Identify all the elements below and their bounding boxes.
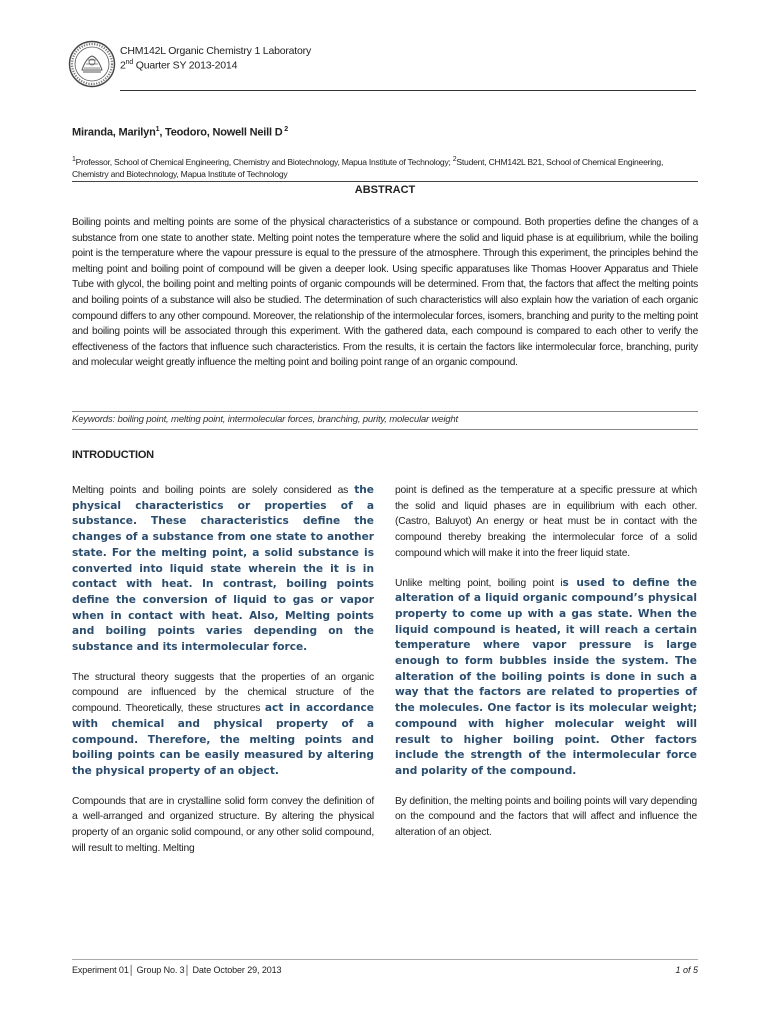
university-seal-logo	[68, 40, 116, 88]
keywords-divider-bottom	[72, 429, 698, 430]
introduction-left-column	[72, 483, 374, 870]
authors: Miranda, Marilyn$^1$, Teodoro, Nowell Neill D $^2$	[72, 126, 288, 139]
footer-divider	[72, 959, 698, 960]
introduction-heading: INTRODUCTION	[72, 449, 154, 461]
abstract-body: Boiling points and melting points are some of the physical characteristics of a substance or compound. Both properties define the changes of a substance from one state to another state. Melting point notes the temperature where the solid and liquid phase is at equilibrium, while the boiling point is the temperature where the vapour pressure is equal to the pressure of the atmosphere. Through this experiment, the principles behind the melting point and boiling point of compound will be given a deeper look. Using specific apparatuses like Thomas Hoover Apparatus and Thiele Tube with glycol, the boiling point and melting points of organic compounds will be determined. From that, the factors that affect the melting points and boiling points of a substance will also be studied. The determination of such characteristics will also explain how the variation of each organic compound differs to any other compound. Moreover, the relationship of the intermolecular forces, isomers, branching and purity to the melting point and boiling points will be associated through this experiment. With the gathered data, each compound is compared to each other to verify the effectiveness of the factors that influence such characteristics. From the results, it is certain the factors like intermolecular force, branching, purity and molecular weight greatly influence the melting point and boiling point range of an organic compound.	[72, 217, 698, 369]
paragraph: Compounds that are in crystalline solid form convey the definition of a well-arranged and organized structure. By altering the physical property of an organic solid compound, or any other solid compound, will result to melting. Melting	[72, 795, 374, 854]
paragraph: point is defined as the temperature at a specific pressure at which the solid and liquid phases are in equilibrium with each other. (Castro, Baluyot) An energy or heat must be in contact with the compound thereby breaking the intermolecular force of a solid compound which will make it into the freer liquid state.	[395, 485, 697, 559]
affiliations: $^1$Professor, School of Chemical Engineering, Chemistry and Biotechnology, Mapua Institute of Technology; $^2$Student, CHM142L B21, School of Chemical Engineering, Chemistry and Biotechnology, Mapua Institute of Technology	[72, 156, 664, 180]
header-divider	[120, 90, 696, 91]
abstract-divider	[72, 181, 698, 182]
page-number: 1 of 5	[675, 965, 698, 975]
course-title: CHM142L Organic Chemistry 1 Laboratory	[120, 45, 312, 57]
quarter-line: 2nd Quarter SY 2013-2014	[120, 59, 238, 72]
paragraph: The structural theory suggests that the properties of an organic compound are influenced by the chemical structure of the compound. Theoretically, these structures act in accordance with chemical and physical property of a compound. Therefore, the melting points and boiling points can be easily measured by altering the physical property of an object.	[72, 671, 374, 777]
introduction-right-column	[395, 483, 697, 855]
keywords-divider-top	[72, 411, 698, 412]
paragraph: Melting points and boiling points are solely considered as the physical characteristics or properties of a substance. These characteristics define the changes of a substance from one state to another state. For the melting point, a solid substance is converted into liquid state wherein the it is in contact with heat. In contrast, boiling points define the conversion of liquid to gas or vapor when in contact with heat. Also, Melting points and boiling points varies depending on the substance and its intermolecular force.	[72, 484, 374, 654]
footer-info: Experiment 01│ Group No. 3│ Date October 29, 2013	[72, 965, 282, 975]
paragraph: Unlike melting point, boiling point is used to define the alteration of a liquid organic compound’s physical property to come up with a gas state. When the liquid compound is heated, it will reach a certain temperature where vapor pressure is large enough to form bubbles inside the system. The alteration of the boiling points is done in such a way that the factors are related to properties of the molecules. One factor is its molecular weight; compound with higher molecular weight will result to higher boiling point. Other factors include the strength of the intermolecular force and polarity of the compound.	[395, 576, 697, 777]
paragraph: By definition, the melting points and boiling points will vary depending on the compound and the factors that will affect and influence the alteration of an object.	[395, 795, 697, 839]
abstract-title: ABSTRACT	[354, 184, 416, 196]
keywords: Keywords: boiling point, melting point, intermolecular forces, branching, purity, molecular weight	[72, 414, 459, 425]
